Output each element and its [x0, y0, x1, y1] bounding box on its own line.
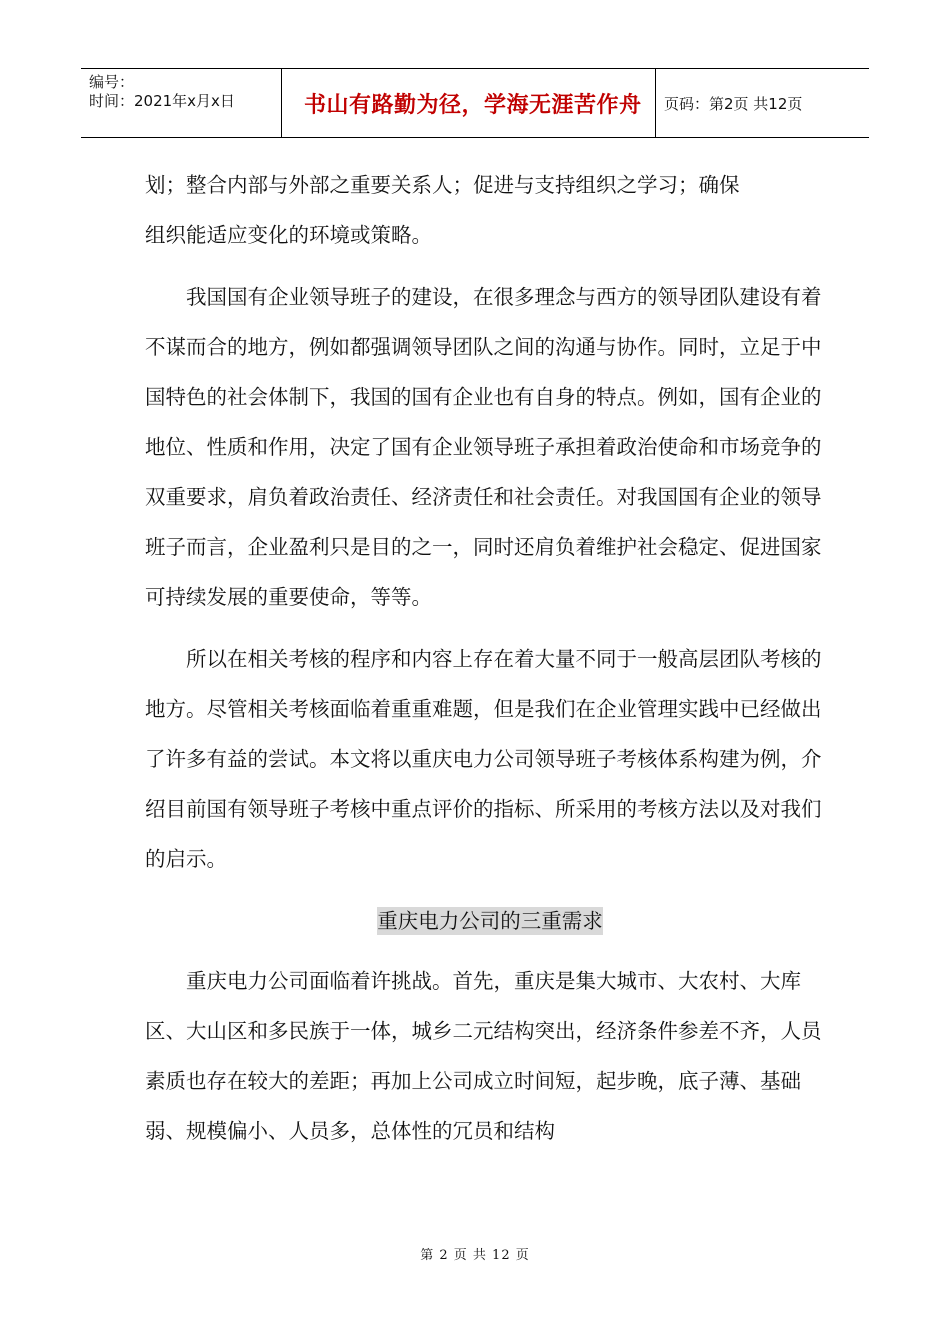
page-header	[81, 68, 869, 138]
header-motto: 书山有路勤为径，学海无涯苦作舟	[282, 69, 656, 137]
header-page-info: 页码：第2页 共12页	[664, 94, 803, 113]
paragraph-4: 重庆电力公司面临着许挑战。首先，重庆是集大城市、大农村、大库区、大山区和多民族于一体，城乡二元结构突出，经济条件参差不齐，人员素质也存在较大的差距；再加上公司成立时间短，起步晚，底子薄、基础弱、规模偏小、人员多，总体性的冗员和结构	[145, 969, 822, 1143]
paragraph-2: 我国国有企业领导班子的建设，在很多理念与西方的领导团队建设有着不谋而合的地方，例如都强调领导团队之间的沟通与协作。同时，立足于中国特色的社会体制下，我国的国有企业也有自身的特点。例如，国有企业的地位、性质和作用，决定了国有企业领导班子承担着政治使命和市场竞争的双重要求，肩负着政治责任、经济责任和社会责任。对我国国有企业的领导班子而言，企业盈利只是目的之一，同时还肩负着维护社会稳定、促进国家可持续发展的重要使命，等等。	[145, 285, 822, 609]
document-body	[145, 160, 835, 1156]
section-heading-wrap	[145, 896, 835, 946]
header-meta	[81, 69, 282, 137]
document-date: 时间：2021年x月x日	[89, 92, 235, 110]
document-number-label: 编号：	[89, 73, 135, 91]
page-footer: 第 2 页 共 12 页	[420, 1248, 530, 1263]
paragraph-3: 所以在相关考核的程序和内容上存在着大量不同于一般高层团队考核的地方。尽管相关考核面临着重重难题，但是我们在企业管理实践中已经做出了许多有益的尝试。本文将以重庆电力公司领导班子考核体系构建为例，介绍目前国有领导班子考核中重点评价的指标、所采用的考核方法以及对我们的启示。	[145, 647, 822, 871]
paragraph-continued-line1: 划；整合内部与外部之重要关系人；促进与支持组织之学习；确保	[145, 173, 740, 197]
section-heading: 重庆电力公司的三重需求	[377, 909, 603, 933]
paragraph-continued-line2: 组织能适应变化的环境或策略。	[145, 223, 432, 247]
